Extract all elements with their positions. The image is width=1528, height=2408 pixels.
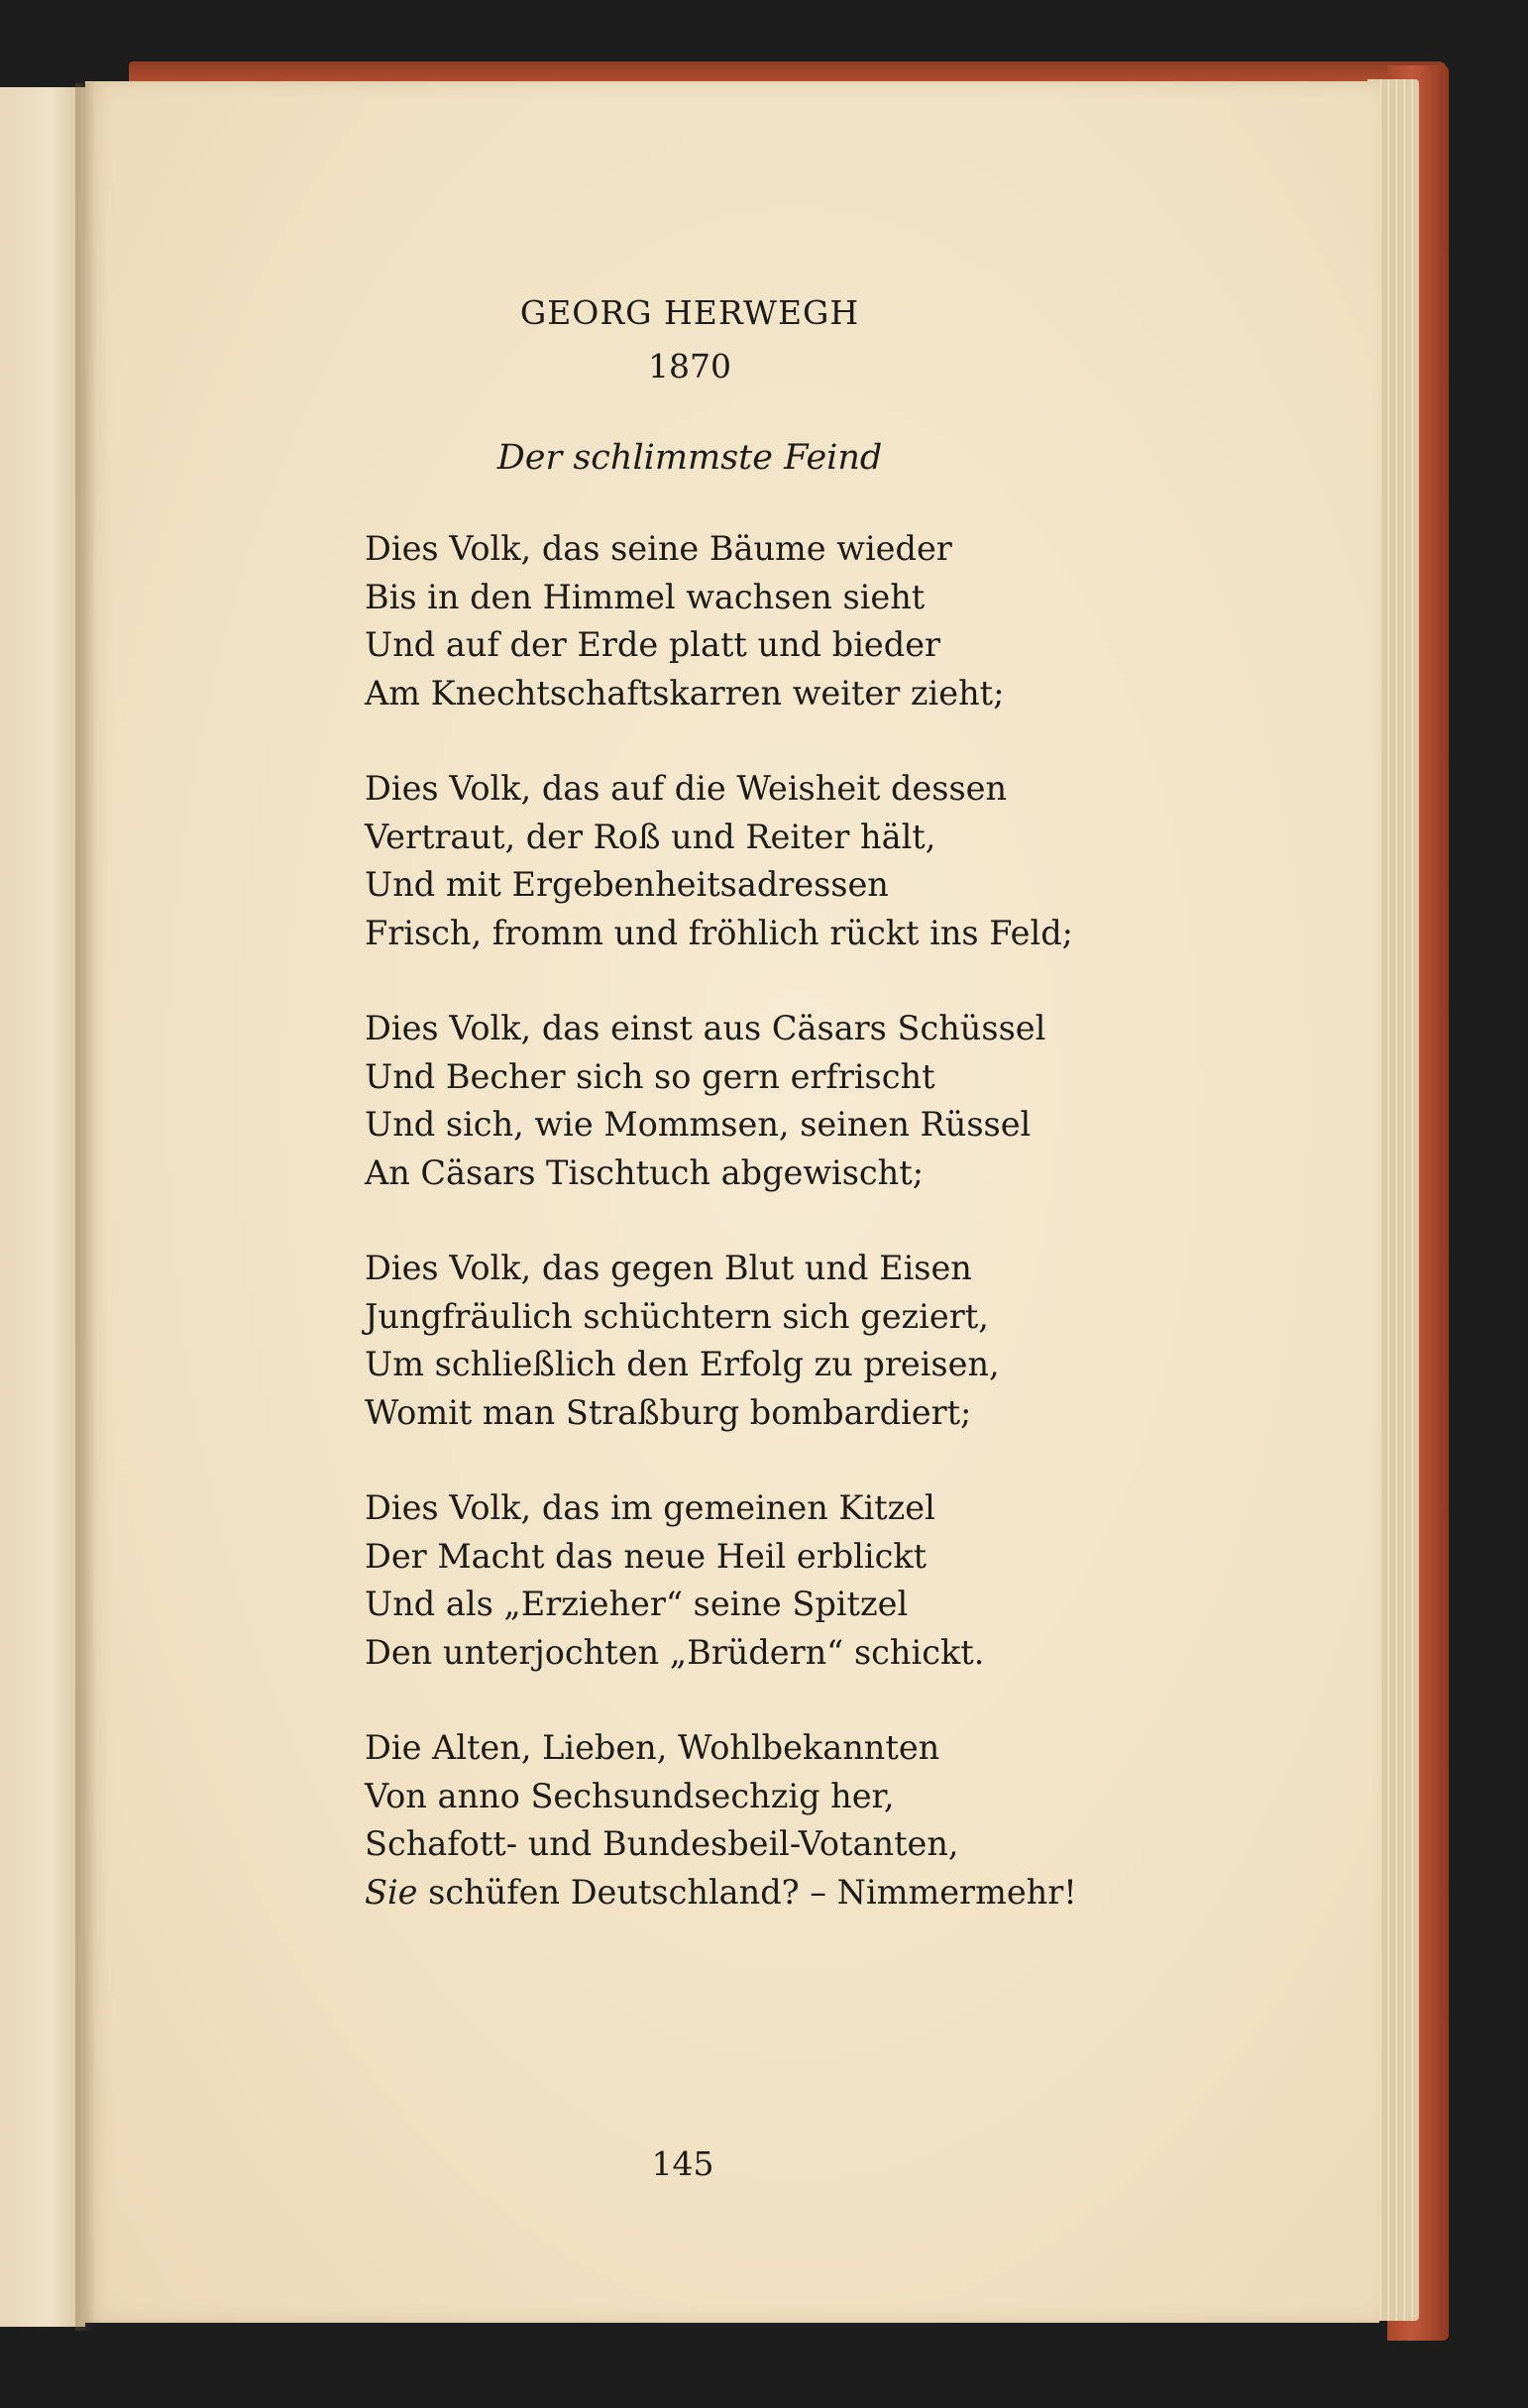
poem-body <box>365 525 1256 1964</box>
poem-line: Womit man Straßburg bombardiert; <box>365 1392 972 1432</box>
page-number: 145 <box>651 2144 714 2183</box>
poem-line: Am Knechtschaftskarren weiter zieht; <box>365 673 1005 712</box>
emphasized-word: Sie <box>365 1872 418 1912</box>
stanza-2 <box>365 765 1256 957</box>
final-line-rest: schüfen Deutschland? – Nimmermehr! <box>417 1872 1077 1912</box>
poem-line: Und als „Erzieher“ seine Spitzel <box>365 1585 909 1623</box>
book-page <box>85 81 1379 2323</box>
poem-year: 1870 <box>648 347 731 385</box>
poem-line: Bis in den Himmel wachsen sieht <box>365 577 926 616</box>
poem-line: Dies Volk, das einst aus Cäsars Schüssel <box>365 1009 1046 1047</box>
poem-line: Dies Volk, das im gemeinen Kitzel <box>365 1488 935 1527</box>
poem-line: Und auf der Erde platt und bieder <box>365 625 941 664</box>
page-text-block <box>85 81 1379 2323</box>
poem-line: Frisch, fromm und fröhlich rückt ins Feld; <box>365 913 1073 952</box>
poem-line: Der Macht das neue Heil erblickt <box>365 1536 928 1576</box>
stanza-6 <box>365 1724 1256 1916</box>
stanza-4 <box>365 1245 1256 1437</box>
poem-line: Von anno Sechsundsechzig her, <box>365 1776 895 1815</box>
poem-line: Den unterjochten „Brüdern“ schickt. <box>365 1632 985 1672</box>
poem-line: Und sich, wie Mommsen, seinen Rüssel <box>365 1105 1032 1144</box>
poem-title: Der schlimmste Feind <box>496 438 883 478</box>
book-gutter-shadow <box>75 83 95 2331</box>
previous-page-sliver <box>0 87 85 2327</box>
poem-line: Dies Volk, das gegen Blut und Eisen <box>365 1249 972 1287</box>
stanza-3 <box>365 1005 1256 1197</box>
poem-line: Dies Volk, das auf die Weisheit dessen <box>365 769 1008 808</box>
poem-line: Jungfräulich schüchtern sich geziert, <box>365 1296 989 1336</box>
poem-line: Dies Volk, das seine Bäume wieder <box>365 529 952 568</box>
book-cover-top-edge <box>129 61 1447 83</box>
poem-line-final <box>365 1869 1256 1917</box>
poem-line: Die Alten, Lieben, Wohlbekannten <box>365 1728 940 1767</box>
poem-line: An Cäsars Tischtuch abgewischt; <box>365 1152 925 1192</box>
poem-line: Vertraut, der Roß und Reiter hält, <box>365 817 936 856</box>
stanza-5 <box>365 1484 1256 1677</box>
stanza-1 <box>365 525 1256 717</box>
poem-line: Schafott- und Bundesbeil-Votanten, <box>365 1824 959 1863</box>
poem-line: Und Becher sich so gern erfrischt <box>365 1056 935 1096</box>
poem-author: GEORG HERWEGH <box>519 293 860 332</box>
poem-line: Um schließlich den Erfolg zu preisen, <box>365 1345 1000 1383</box>
poem-line: Und mit Ergebenheitsadressen <box>365 865 889 904</box>
